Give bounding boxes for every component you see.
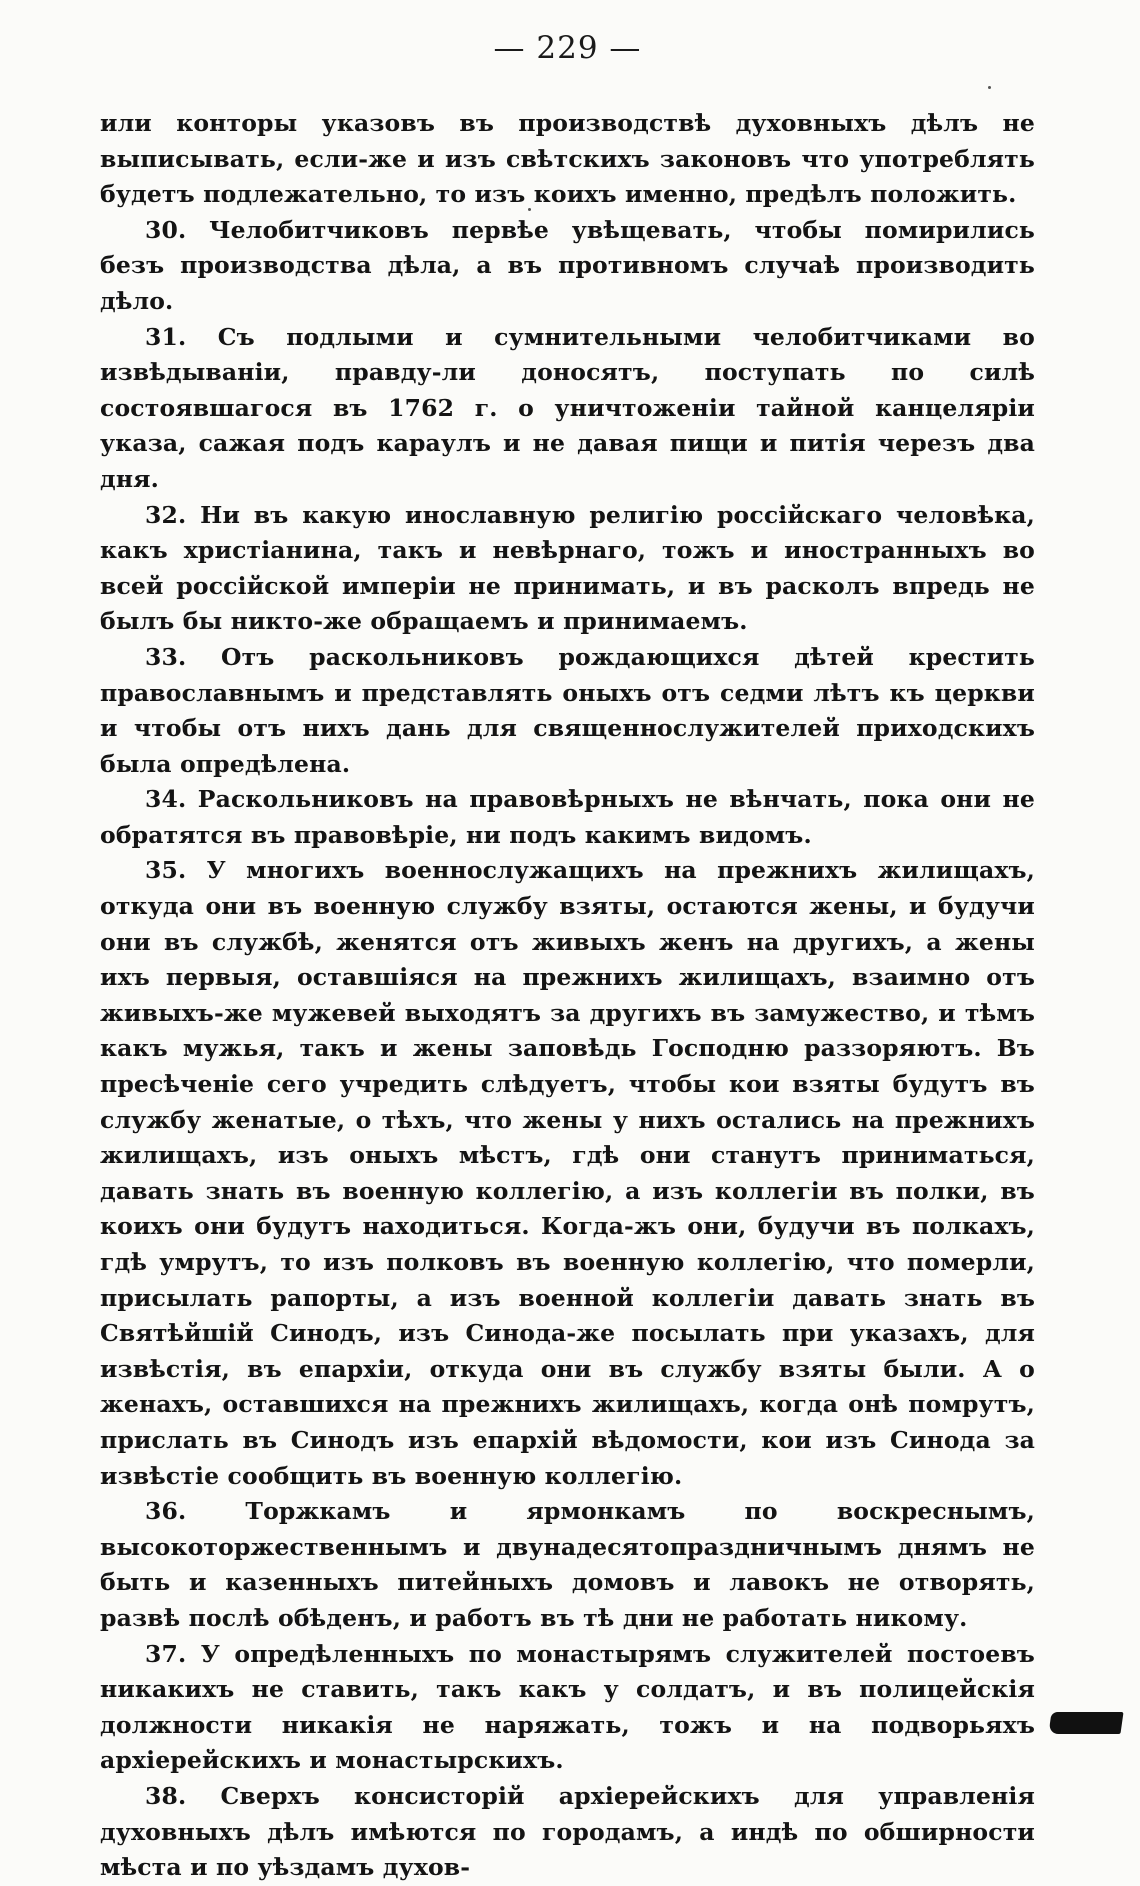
scan-artifact-mark bbox=[1048, 1712, 1123, 1734]
scan-speck bbox=[528, 208, 531, 211]
paragraph-article-30: 30. Челобитчиковъ первѣе увѣщевать, чтобы помирились безъ производства дѣла, а въ противномъ случаѣ производить дѣло. bbox=[100, 215, 1035, 315]
scan-speck bbox=[988, 86, 991, 89]
paragraph-continuation: или конторы указовъ въ производствѣ духовныхъ дѣлъ не выписывать, если-же и изъ свѣтскихъ законовъ что употреблять будетъ подлежательно, то изъ коихъ именно, предѣлъ положить. bbox=[100, 109, 1035, 209]
paragraph-article-38: 38. Сверхъ консисторій архіерейскихъ для управленія духовныхъ дѣлъ имѣются по городамъ, а индѣ по обширности мѣста и по уѣздамъ духов- bbox=[100, 1781, 1035, 1882]
paragraph-article-33: 33. Отъ раскольниковъ рождающихся дѣтей крестить православнымъ и представлять оныхъ отъ седми лѣтъ къ церкви и чтобы отъ нихъ дань для священнослужителей приходскихъ была опредѣлена. bbox=[100, 642, 1035, 778]
paragraph-article-37: 37. У опредѣленныхъ по монастырямъ служителей постоевъ никакихъ не ставить, такъ какъ у солдатъ, и въ полицейскія должности никакія не наряжать, тожъ и на подворьяхъ архіерейскихъ и монастырскихъ. bbox=[100, 1639, 1035, 1775]
paragraph-article-36: 36. Торжкамъ и ярмонкамъ по воскреснымъ, высокоторжественнымъ и двунадесятопраздничнымъ днямъ не быть и казенныхъ питейныхъ домовъ и лавокъ не отворять, развѣ послѣ обѣденъ, и работъ въ тѣ дни не работать никому. bbox=[100, 1497, 1035, 1632]
body-text bbox=[100, 106, 1035, 1886]
paragraph-article-35: 35. У многихъ военнослужащихъ на прежнихъ жилищахъ, откуда они въ военную службу взяты, остаются жены, и будучи они въ службѣ, женятся отъ живыхъ женъ на другихъ, а жены ихъ первыя, оставшіяся на прежнихъ жилищахъ, взаимно отъ живыхъ-же мужевей выходятъ за другихъ въ замужество, и тѣмъ какъ мужья, такъ и жены заповѣдь Господню раззоряютъ. Въ пресѣченіе сего учредить слѣдуетъ, чтобы кои взяты будутъ въ службу женатые, о тѣхъ, что жены у нихъ остались на прежнихъ жилищахъ, изъ оныхъ мѣстъ, гдѣ они станутъ приниматься, давать знать въ военную коллегію, а изъ коллегіи въ полки, въ коихъ они будутъ находиться. Когда-жъ они, будучи въ полкахъ, гдѣ умрутъ, то изъ полковъ въ военную коллегію, что померли, присылать рапорты, а изъ военной коллегіи давать знать въ Святѣйшій Синодъ, изъ Синода-же посылать при указахъ, для извѣстія, въ епархіи, откуда они въ службу взяты были. А о женахъ, оставшихся на прежнихъ жилищахъ, когда онѣ помрутъ, прислать въ Синодъ изъ епархій вѣдомости, кои изъ Синода за извѣстіе сообщить въ военную коллегію. bbox=[100, 856, 1035, 1490]
paragraph-article-34: 34. Раскольниковъ на правовѣрныхъ не вѣнчать, пока они не обратятся въ правовѣріе, ни подъ какимъ видомъ. bbox=[100, 785, 1035, 849]
page-number: — 229 — bbox=[493, 30, 642, 66]
document-page bbox=[100, 0, 1035, 1882]
paragraph-article-32: 32. Ни въ какую инославную религію россійскаго человѣка, какъ христіанина, такъ и невѣрнаго, тожъ и иностранныхъ во всей россійской имперіи не принимать, и въ расколъ впредь не былъ бы никто-же обращаемъ и принимаемъ. bbox=[100, 500, 1035, 636]
paragraph-article-31: 31. Съ подлыми и сумнительными челобитчиками во извѣдываніи, правду-ли доносятъ, поступать по силѣ состоявшагося въ 1762 г. о уничтоженіи тайной канцеляріи указа, сажая подъ караулъ и не давая пищи и питія черезъ два дня. bbox=[100, 322, 1035, 493]
